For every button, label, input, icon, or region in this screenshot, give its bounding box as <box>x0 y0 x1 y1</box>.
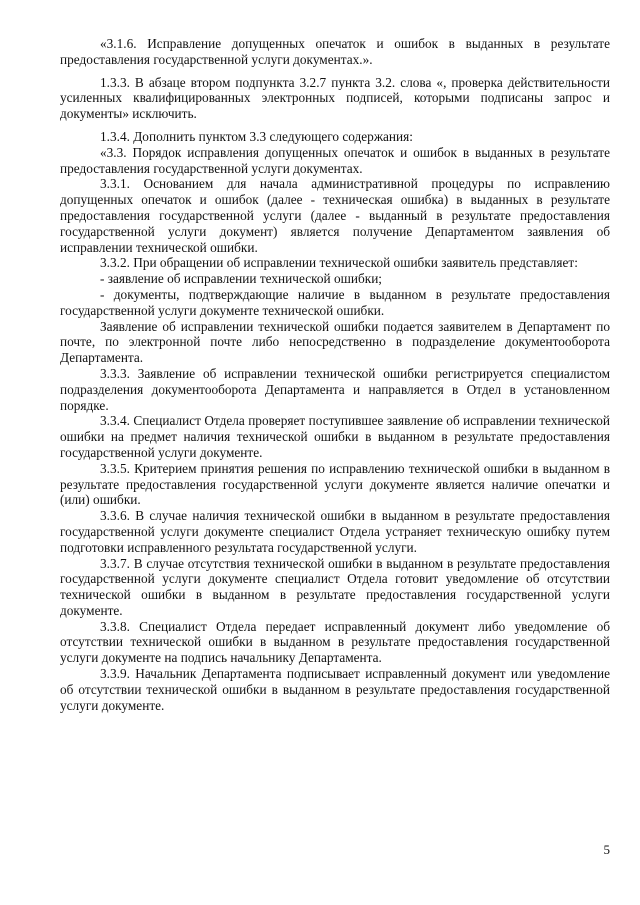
list-item-application: - заявление об исправлении технической ошибки; <box>100 271 383 287</box>
page-number: 5 <box>603 842 610 857</box>
paragraph-3-3-6: 3.3.6. В случае наличия технической ошибки в выданном в результате предоставления государственной услуги документе специалист Отдела устраняет техническую ошибку путем подготовки исправленного результата государственной услуги. <box>60 508 610 555</box>
paragraph-3-3-8: 3.3.8. Специалист Отдела передает исправленный документ либо уведомление об отсутствии технической ошибки в выданном в результате предоставления государственной услуги документе на подпись начальнику Департамента. <box>60 618 610 666</box>
paragraph-3-3-3: 3.3.3. Заявление об исправлении технической ошибки регистрируется специалистом подразделения документооборота Департамента и направляется в Отдел в установленном порядке. <box>60 365 610 413</box>
paragraph-3-1-6: «3.1.6. Исправление допущенных опечаток и ошибок в выданных в результате предоставления государственной услуги документах.». <box>60 36 610 67</box>
paragraph-3-3-heading: «3.3. Порядок исправления допущенных опечаток и ошибок в выданных в результате предоставления государственной услуги документах. <box>60 144 610 176</box>
paragraph-3-3-9: 3.3.9. Начальник Департамента подписывает исправленный документ или уведомление об отсутствии технической ошибки в выданном в результате предоставления государственной услуги документе. <box>60 666 610 713</box>
paragraph-1-3-3: 1.3.3. В абзаце втором подпункта 3.2.7 пункта 3.2. слова «, проверка действительности усиленных квалифицированных электронных подписей, которыми подписаны запрос и документы» исключить. <box>60 74 610 122</box>
list-item-documents: - документы, подтверждающие наличие в выданном в результате предоставления государственной услуги документе технической ошибки. <box>60 286 610 318</box>
paragraph-3-3-4: 3.3.4. Специалист Отдела проверяет поступившее заявление об исправлении технической ошибки на предмет наличия технической ошибки в выданном в результате предоставления государственной услуги документе. <box>60 413 610 460</box>
paragraph-1-3-4: 1.3.4. Дополнить пунктом 3.3 следующего содержания: <box>100 128 413 144</box>
document-body <box>60 36 610 713</box>
paragraph-application-submission: Заявление об исправлении технической ошибки подается заявителем в Департамент по почте, по электронной почте либо непосредственно в подразделение документооборота Департамента. <box>60 318 610 366</box>
paragraph-3-3-2: 3.3.2. При обращении об исправлении технической ошибки заявитель представляет: <box>100 255 578 271</box>
paragraph-3-3-7: 3.3.7. В случае отсутствия технической ошибки в выданном в результате предоставления государственной услуги документе специалист Отдела готовит уведомление об отсутствии технической ошибки в выданном в результате предоставления государственной услуги документе. <box>60 555 610 618</box>
paragraph-3-3-1: 3.3.1. Основанием для начала административной процедуры по исправлению допущенных опечаток и ошибок (далее - техническая ошибка) в выданных в результате предоставления государственной услуги (далее - выданный в результате предоставления государственной услуги документ) является получение Департаментом заявления об исправлении технической ошибки. <box>60 176 610 255</box>
paragraph-3-3-5: 3.3.5. Критерием принятия решения по исправлению технической ошибки в выданном в результате предоставления государственной услуги документе является наличие опечатки и (или) ошибки. <box>60 460 610 508</box>
